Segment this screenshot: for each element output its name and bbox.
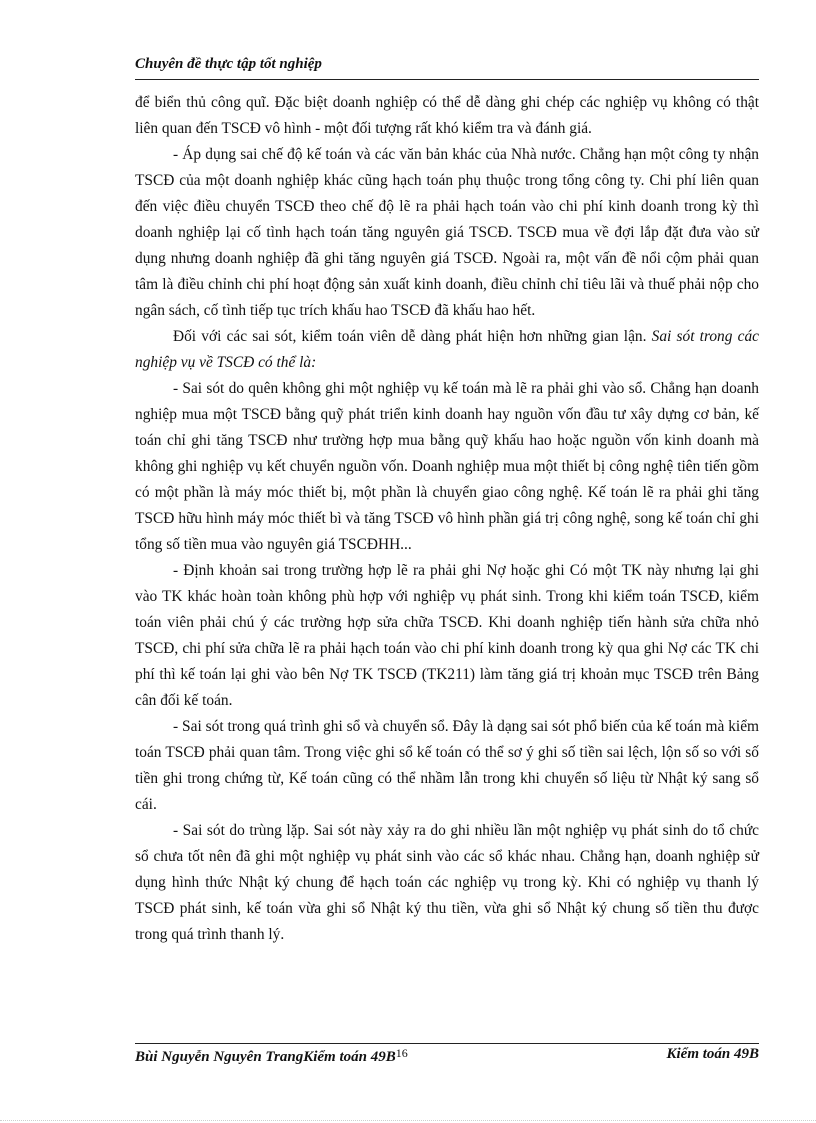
paragraph-bullet-duplication: - Sai sót do trùng lặp. Sai sót này xảy ra do ghi nhiều lần một nghiệp vụ phát sinh do tổ chức sổ chưa tốt nên đã ghi một nghiệp vụ phát sinh vào các sổ khác nhau. Chẳng hạn, doanh nghiệp sử dụng hình thức Nhật ký chung để hạch toán các nghiệp vụ trong kỳ. Khi có nghiệp vụ thanh lý TSCĐ phát sinh, kế toán vừa ghi sổ Nhật ký thu tiền, vừa ghi sổ Nhật ký chung số tiền thu được trong quá trình thanh lý. xyxy=(135,822,759,943)
footer-author-text: Bùi Nguyễn Nguyên TrangKiểm toán 49B xyxy=(135,1049,396,1065)
page-header-title: Chuyên đề thực tập tốt nghiệp xyxy=(135,56,322,72)
paragraph-bullet-posting-error: - Sai sót trong quá trình ghi sổ và chuyển sổ. Đây là dạng sai sót phổ biến của kế toán mà kiểm toán TSCĐ phải quan tâm. Trong việc ghi sổ kế toán có thể sơ ý ghi số tiền sai lệch, lộn số so với số tiền ghi trong chứng từ, Kế toán cũng có thể nhầm lẫn trong khi chuyển số liệu từ Nhật ký sang sổ cái. xyxy=(135,718,759,813)
page-number: 16 xyxy=(395,1046,408,1060)
document-body xyxy=(135,90,759,948)
header-divider xyxy=(135,79,759,80)
errors-intro-text: Đối với các sai sót, kiểm toán viên dễ dàng phát hiện hơn những gian lận. xyxy=(173,328,652,345)
paragraph-bullet-wrong-entry: - Định khoản sai trong trường hợp lẽ ra phải ghi Nợ hoặc ghi Có một TK này nhưng lại ghi vào TK khác hoàn toàn không phù hợp với nghiệp vụ phát sinh. Trong khi kiểm toán TSCĐ, kiểm toán viên phải chú ý các trường hợp sửa chữa TSCĐ. Khi doanh nghiệp tiến hành sửa chữa nhỏ TSCĐ, chi phí sửa chữa lẽ ra phải hạch toán vào chi phí kinh doanh trong kỳ qua ghi Nợ các TK chi phí thì kế toán lại ghi vào bên Nợ TK TSCĐ (TK211) làm tăng giá trị khoản mục TSCĐ trên Bảng cân đối kế toán. xyxy=(135,562,759,709)
footer-class-label: Kiểm toán 49B xyxy=(666,1046,759,1062)
errors-intro-italic: Sai sót trong các nghiệp vụ về TSCĐ có thể là: xyxy=(135,328,759,371)
footer-author xyxy=(135,1046,408,1066)
page-bottom-edge xyxy=(0,1120,816,1121)
page-footer xyxy=(135,1046,759,1070)
paragraph-bullet-omission: - Sai sót do quên không ghi một nghiệp vụ kế toán mà lẽ ra phải ghi vào sổ. Chẳng hạn doanh nghiệp mua một TSCĐ bằng quỹ phát triển kinh doanh hay nguồn vốn đầu tư xây dựng cơ bản, kế toán chỉ ghi tăng TSCĐ như trường hợp mua bằng quỹ khấu hao hoặc nguồn vốn kinh doanh mà không ghi nghiệp vụ kết chuyển nguồn vốn. Doanh nghiệp mua một thiết bị công nghệ tiên tiến gồm có một phần là máy móc thiết bị, một phần là chuyển giao công nghệ. Kế toán lẽ ra phải ghi tăng TSCĐ hữu hình máy móc thiết bì và tăng TSCĐ vô hình phần giá trị công nghệ, song kế toán chỉ ghi tổng số tiền mua vào nguyên giá TSCĐHH... xyxy=(135,380,759,553)
paragraph-errors-intro xyxy=(135,324,759,376)
paragraph-bullet-wrong-regime: - Áp dụng sai chế độ kế toán và các văn bản khác của Nhà nước. Chẳng hạn một công ty nhận TSCĐ của một doanh nghiệp khác cũng hạch toán phụ thuộc trong tổng công ty. Chi phí liên quan đến việc điều chuyển TSCĐ theo chế độ lẽ ra phải hạch toán vào chi phí kinh doanh trong kỳ thì doanh nghiệp lại cố tình hạch toán tăng nguyên giá TSCĐ. TSCĐ mua về đợi lắp đặt đưa vào sử dụng nhưng doanh nghiệp đã ghi tăng nguyên giá TSCĐ. Ngoài ra, một vấn đề nổi cộm phải quan tâm là điều chỉnh chi phí hoạt động sản xuất kinh doanh, điều chỉnh chỉ tiêu lãi và thuế phải nộp cho ngân sách, cố tình tiếp tục trích khấu hao TSCĐ đã khấu hao hết. xyxy=(135,146,759,319)
footer-divider xyxy=(135,1043,759,1044)
paragraph-continuation: để biển thủ công quĩ. Đặc biệt doanh nghiệp có thể dễ dàng ghi chép các nghiệp vụ không có thật liên quan đến TSCĐ vô hình - một đối tượng rất khó kiểm tra và đánh giá. xyxy=(135,94,759,137)
